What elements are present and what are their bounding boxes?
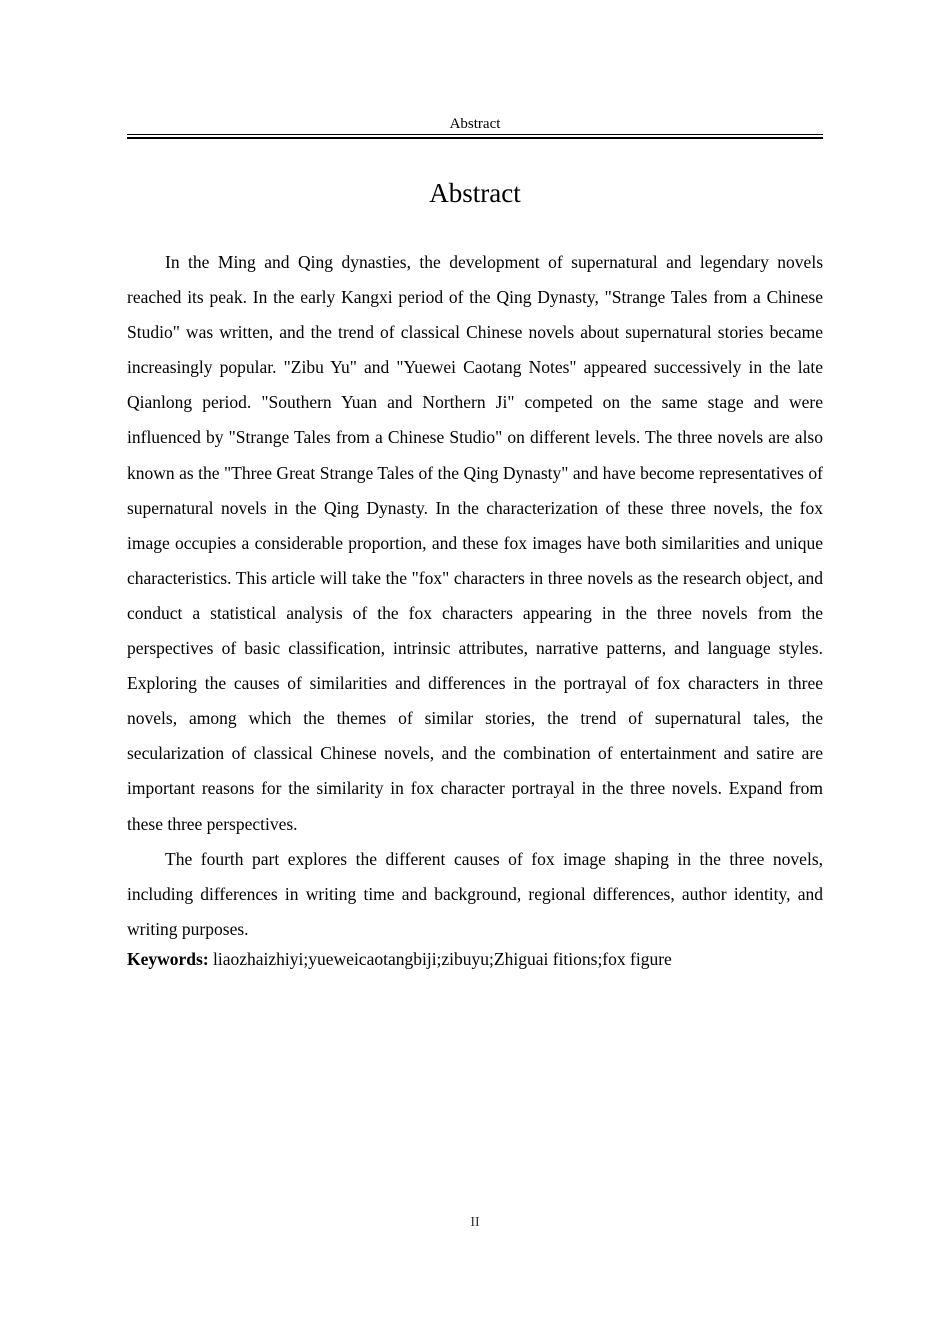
page-number: II	[470, 1215, 480, 1230]
keywords-label: Keywords:	[127, 948, 209, 969]
abstract-body	[127, 245, 823, 972]
keywords-line	[127, 947, 823, 972]
header-rule	[127, 134, 823, 139]
keywords-value: liaozhaizhiyi;yueweicaotangbiji;zibuyu;Zhiguai fitions;fox figure	[213, 948, 672, 969]
abstract-paragraph-2: The fourth part explores the different causes of fox image shaping in the three novels, including differences in writing time and background, regional differences, author identity, and writing purposes.	[127, 848, 823, 939]
abstract-paragraph-1: In the Ming and Qing dynasties, the development of supernatural and legendary novels reached its peak. In the early Kangxi period of the Qing Dynasty, "Strange Tales from a Chinese Studio" was written, and the trend of classical Chinese novels about supernatural stories became increasingly popular. "Zibu Yu" and "Yuewei Caotang Notes" appeared successively in the late Qianlong period. "Southern Yuan and Northern Ji" competed on the same stage and were influenced by "Strange Tales from a Chinese Studio" on different levels. The three novels are also known as the "Three Great Strange Tales of the Qing Dynasty" and have become representatives of supernatural novels in the Qing Dynasty. In the characterization of these three novels, the fox image occupies a considerable proportion, and these fox images have both similarities and unique characteristics. This article will take the "fox" characters in three novels as the research object, and conduct a statistical analysis of the fox characters appearing in the three novels from the perspectives of basic classification, intrinsic attributes, narrative patterns, and language styles. Exploring the causes of similarities and differences in the portrayal of fox characters in three novels, among which the themes of similar stories, the trend of supernatural tales, the secularization of classical Chinese novels, and the combination of entertainment and satire are important reasons for the similarity in fox character portrayal in the three novels. Expand from these three perspectives.	[127, 252, 823, 834]
page-title: Abstract	[429, 178, 521, 208]
running-header: Abstract	[449, 116, 501, 132]
